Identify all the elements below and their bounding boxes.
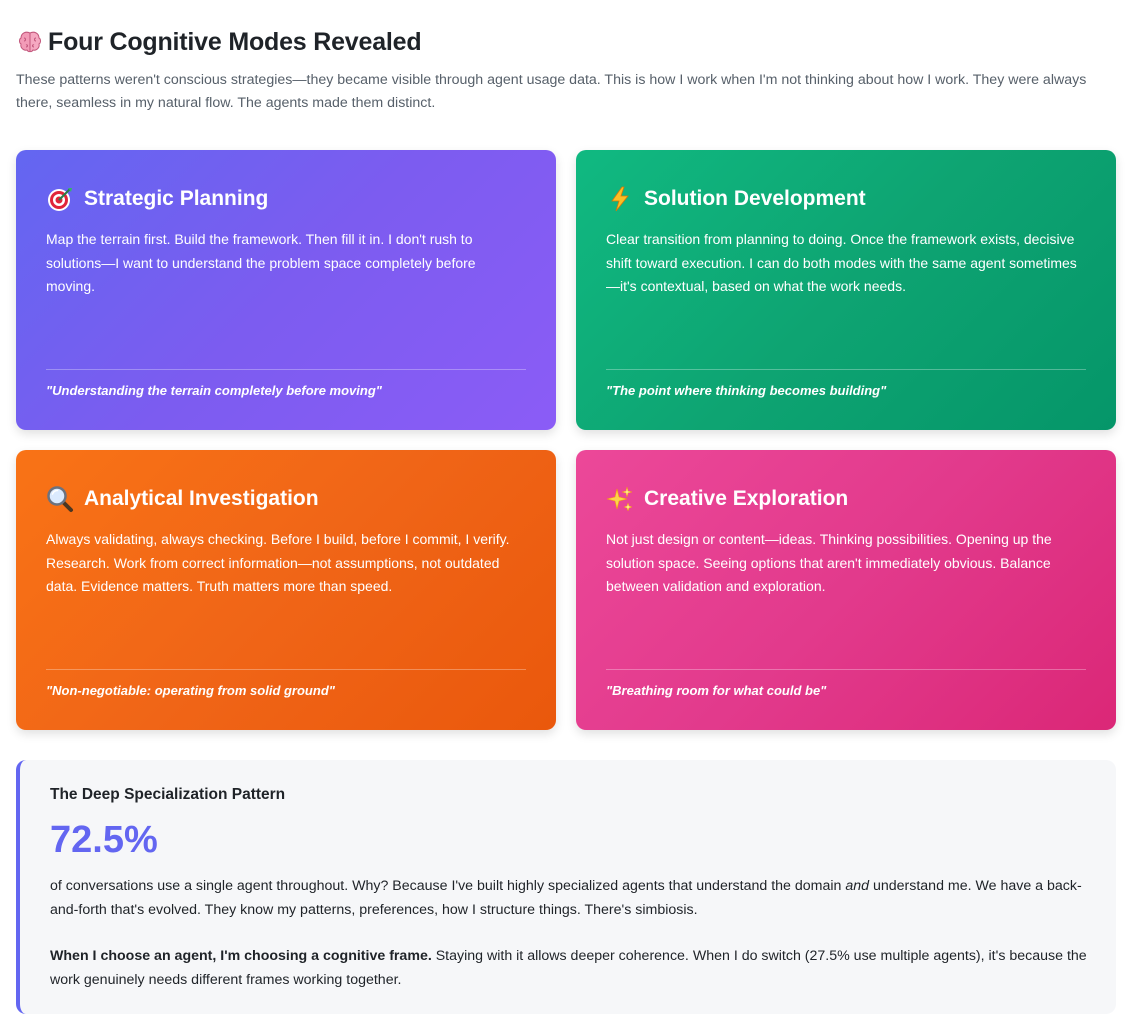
card-quote: "Understanding the terrain completely before moving" bbox=[46, 383, 382, 398]
card-header bbox=[46, 484, 526, 514]
card-analytical-investigation bbox=[16, 450, 556, 730]
specialization-panel bbox=[16, 760, 1116, 1014]
page-title: Four Cognitive Modes Revealed bbox=[48, 27, 422, 56]
card-divider bbox=[606, 369, 1086, 370]
magnifier-icon bbox=[46, 485, 74, 513]
sparkles-icon bbox=[606, 485, 634, 513]
card-description: Not just design or content—ideas. Thinking possibilities. Opening up the solution space. Seeing options that aren't immediately obvious. Balance between validation and exploration. bbox=[606, 531, 1052, 594]
brain-icon bbox=[16, 28, 44, 56]
card-quote: "Non-negotiable: operating from solid ground" bbox=[46, 683, 335, 698]
card-strategic-planning bbox=[16, 150, 556, 430]
bold-statement: When I choose an agent, I'm choosing a cognitive frame. bbox=[50, 948, 432, 964]
cognitive-modes-section bbox=[16, 24, 1116, 988]
card-quote: "The point where thinking becomes building" bbox=[606, 383, 887, 398]
modes-grid bbox=[16, 150, 1116, 730]
card-quote: "Breathing room for what could be" bbox=[606, 683, 827, 698]
card-creative-exploration bbox=[576, 450, 1116, 730]
card-header bbox=[606, 484, 1086, 514]
card-title: Solution Development bbox=[644, 187, 866, 210]
single-agent-percentage: 72.5% bbox=[50, 819, 158, 861]
lightning-icon bbox=[606, 185, 634, 213]
title-row bbox=[16, 24, 1116, 60]
card-description: Always validating, always checking. Before I build, before I commit, I verify. Research. Work from correct information—not assumptions, not outdated data. Evidence matters. Truth matters more than speed. bbox=[46, 531, 510, 594]
card-divider bbox=[46, 669, 526, 670]
card-description: Clear transition from planning to doing. Once the framework exists, decisive shift toward execution. I can do both modes with the same agent sometimes—it's contextual, based on what the work needs. bbox=[606, 231, 1077, 294]
card-divider bbox=[606, 669, 1086, 670]
paragraph-text: Staying with it allows deeper coherence. When I do switch (27.5% use multiple agents), it's because the work genuinely needs different frames working together. bbox=[50, 948, 1087, 988]
paragraph-text: understand me. We have a back-and-forth that's evolved. They know my patterns, preferences, how I structure things. There's simbiosis. bbox=[50, 878, 1082, 918]
panel-paragraph-2 bbox=[50, 944, 1090, 992]
card-solution-development bbox=[576, 150, 1116, 430]
target-icon bbox=[46, 185, 74, 213]
emphasis-text: and bbox=[845, 878, 870, 894]
intro-paragraph: These patterns weren't conscious strategies—they became visible through agent usage data. This is how I work when I'm not thinking about how I work. They were always there, seamless in my natural flow. The agents made them distinct. bbox=[16, 72, 1087, 111]
card-header bbox=[46, 184, 526, 214]
card-divider bbox=[46, 369, 526, 370]
card-title: Creative Exploration bbox=[644, 487, 849, 510]
paragraph-text: of conversations use a single agent throughout. Why? Because I've built highly specialized agents that understand the domain bbox=[50, 878, 846, 894]
card-title: Strategic Planning bbox=[84, 187, 269, 210]
panel-paragraph-1 bbox=[50, 874, 1090, 922]
card-description: Map the terrain first. Build the framework. Then fill it in. I don't rush to solutions—I want to understand the problem space completely before moving. bbox=[46, 231, 476, 294]
panel-title: The Deep Specialization Pattern bbox=[50, 786, 286, 803]
card-header bbox=[606, 184, 1086, 214]
card-title: Analytical Investigation bbox=[84, 487, 319, 510]
